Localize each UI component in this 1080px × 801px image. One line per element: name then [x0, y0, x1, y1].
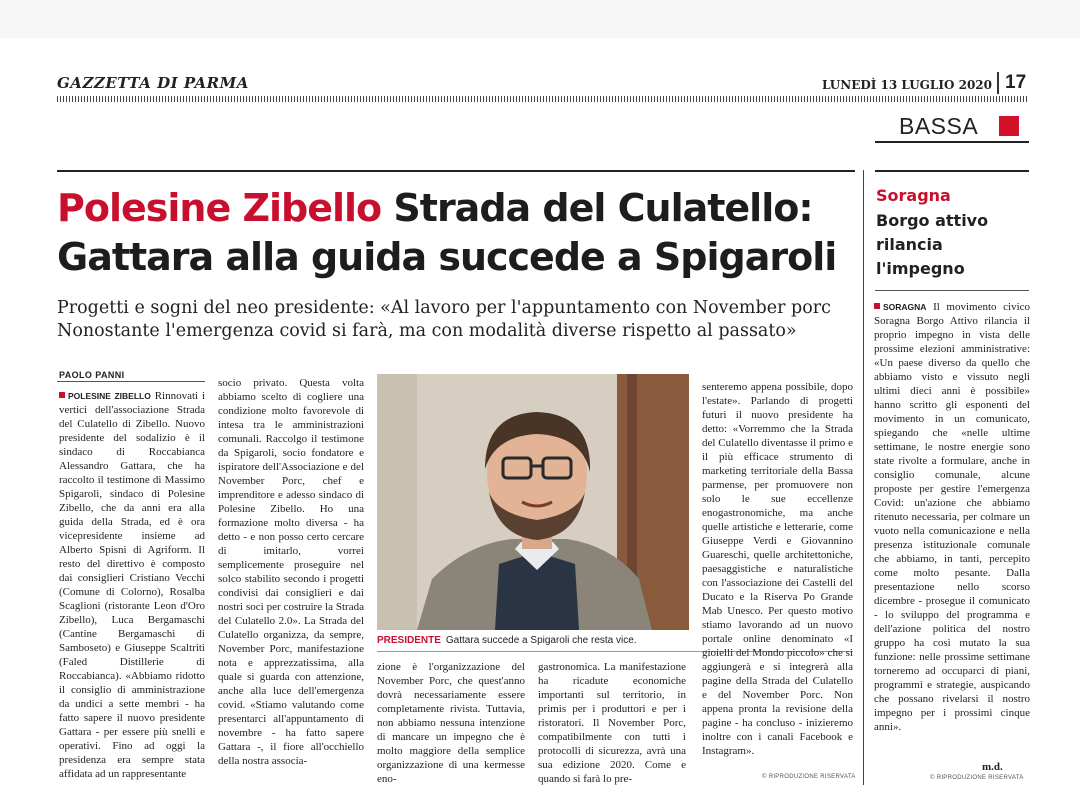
caption-lead: PRESIDENTE [377, 635, 441, 646]
subheadline [57, 297, 857, 343]
masthead-hatch-rule [57, 96, 1029, 102]
page-number: 17 [997, 72, 1026, 94]
sidebar-headline-rule [875, 290, 1029, 291]
issue-date: LUNEDÌ 13 LUGLIO 2020 [821, 78, 992, 92]
sidebar-signature: m.d. [982, 761, 1003, 773]
byline-rule [57, 381, 205, 382]
sidebar-location: SORAGNA [883, 302, 927, 312]
article-column-3a-text: zione è l'organizzazione del November Porc, che quest'anno dovrà necessariamente essere completamente rivista. Tuttavia, non abbiamo nessuna intenzione di mancare un impegno che è molto maggiore della semplice organizzazione di una kermesse eno- [377, 661, 525, 785]
sidebar-column [874, 300, 1030, 734]
section-label: BASSA [899, 113, 979, 139]
red-square-marker [59, 392, 65, 398]
headline-line-1 [57, 184, 857, 233]
column-divider [863, 170, 864, 785]
byline: PAOLO PANNI [59, 370, 125, 380]
article-column-2-text: socio privato. Questa volta abbiamo scelto di cogliere una condizione molto favorevole di intesa tra le amministrazioni comunali. Raccolgo il testimone da Spigaroli, socio fondatore e ispiratore dell'Associazione e del November Porc, chef e imprenditore e adesso sindaco di Polesine Zibello. Ho una formazione molto diversa - ha detto - e non posso certo cercare di imitarlo, vorrei semplicemente proseguire nel solco stabilito secondo i progetti condivisi dai consiglieri e dai nostri soci per costruire la Strada del Culatello 2.0». La Strada del Culatello organizza, da sempre, November Porc, manifestazione nota e apprezzatissima, alla quale si guarda con attenzione, anche alla luce dell'emergenza covid. «Stiamo valutando come presentarci all'appuntamento di novembre - ha fatto sapere Gattara -, il fiore all'occhiello della nostra associa- [218, 377, 364, 767]
dateline-location: POLESINE ZIBELLO [68, 391, 151, 401]
red-square-marker [874, 303, 880, 309]
article-column-3a [377, 660, 525, 786]
headline [57, 184, 857, 282]
article-column-4 [702, 380, 853, 758]
sidebar-column-text: Il movimento civico Soragna Borgo Attivo rilancia il proprio impegno in vista delle prossime elezioni amministrative: «Un paese diverso da quello che abbiamo visto e vissuto negli ultimi dieci anni è possibile» hanno scritto gli esponenti del movimento in un comunicato, spiegando che «nelle ultime settimane, le nostre energie sono state rivolte a formulare, anche in consiglio comunale, alcune proposte per gestire l'emergenza Covid: un'azione che abbiamo ritenuto necessaria, per colmare un vuoto nella comunicazione e nella presenza istituzionale comunale che abbiamo, in tanti, percepito come molto pesante. Dalla presentazione nello scorso dicembre - prosegue il comunicato - lo sviluppo del programma e dell'azione politica del nostro gruppo ha così mutato la sua funzione: nelle prossime settimane torneremo ad occuparci di piani, programmi e strategie, auspicando che possano rivelarsi il nostro impegno per i prossimi cinque anni». [874, 301, 1031, 733]
sidebar-copyright: © RIPRODUZIONE RISERVATA [930, 775, 1024, 781]
headline-line-2: Gattara alla guida succede a Spigaroli [57, 235, 837, 279]
caption-text: Gattara succede a Spigaroli che resta vice. [445, 635, 637, 646]
article-column-4-text: senteremo appena possibile, dopo l'estate». Parlando di progetti futuri il nuovo presidente ha detto: «Vorremmo che la Strada del Culatello diventasse il primo e il più efficace strumento di marketing territoriale della Bassa parmense, per promuovere non solo le sue eccellenze enogastronomiche, ma anche quelle artistiche e letterarie, come Giuseppe Verdi e Giovannino Guareschi, quelle architettoniche, paesaggistiche e naturalistiche con l'associazione dei Castelli del Ducato e la Riserva Po Grande Mab Unesco. Per questo motivo stiamo lavorando ad un nuovo portale online denominato «I gioielli del Mondo piccolo» che si aggiungerà e si integrerà alla pagine della Strada del Culatello e del November Porc. Non appena pronta la revisione della pagine - ha concluso - inizieremo inoltre con i canali Facebook e Instagram». [702, 381, 853, 757]
article-column-3b [538, 660, 686, 786]
headline-line-1-text: Strada del Culatello: [393, 186, 813, 230]
sidebar-top-rule [875, 170, 1029, 172]
section-red-square [999, 116, 1019, 136]
subheadline-line-2: Nonostante l'emergenza covid si farà, ma con modalità diverse rispetto al passato» [57, 321, 797, 341]
newspaper-masthead: GAZZETTA DI PARMA [57, 74, 249, 92]
article-top-rule [57, 170, 855, 172]
section-tab [875, 113, 1029, 143]
article-column-1 [59, 389, 205, 781]
article-column-1-text: Rinnovati i vertici dell'associazione Strada del Culatello di Zibello. Nuovo presidente del sodalizio è il sindaco di Roccabianca Alessandro Gattara, che ha raccolto il testimone di Massimo Spigaroli, sindaco di Polesine Zibello, che da anni era alla guida della Strada, ed è ora vicepresidente insieme ad Alberto Spisni di Agriform. Il resto del direttivo è composto dai consiglieri Cristiano Vecchi (Comune di Colorno), Rosalba Scaglioni (ristorante Leon d'Oro Zibello), Luca Bergamaschi (Cantine Bergamaschi di Samboseto) e Giuseppe Scaltriti (Faled Distillerie di Roccabianca). «Abbiamo ridotto il consiglio di amministrazione da undici a sette membri - ha fatto sapere il nuovo presidente Gattara - per essere più snelli e operativi. Fino ad oggi la presidenza era sempre stata affidata ad un rappresentante [59, 390, 206, 780]
article-column-3b-text: gastronomica. La manifestazione ha ricadute economiche importanti sul territorio, in primis per i produttori e per i ristoratori. Il November Porc, compatibilmente con tutti i protocolli di sicurezza, avrà una sua edizione 2020. Come e quando si farà lo pre- [538, 661, 686, 785]
article-copyright: © RIPRODUZIONE RISERVATA [762, 774, 856, 780]
subheadline-line-1: Progetti e sogni del neo presidente: «Al lavoro per l'appuntamento con November porc [57, 298, 831, 318]
president-photo [377, 374, 689, 630]
article-column-2 [218, 376, 364, 768]
photo-caption [377, 634, 689, 647]
portrait-illustration [377, 374, 689, 630]
sidebar-headline: Borgo attivo rilancia l'impegno [876, 211, 989, 278]
headline-kicker: Polesine Zibello [57, 186, 382, 230]
top-margin [0, 0, 1080, 38]
sidebar-town: Soragna [876, 186, 951, 205]
